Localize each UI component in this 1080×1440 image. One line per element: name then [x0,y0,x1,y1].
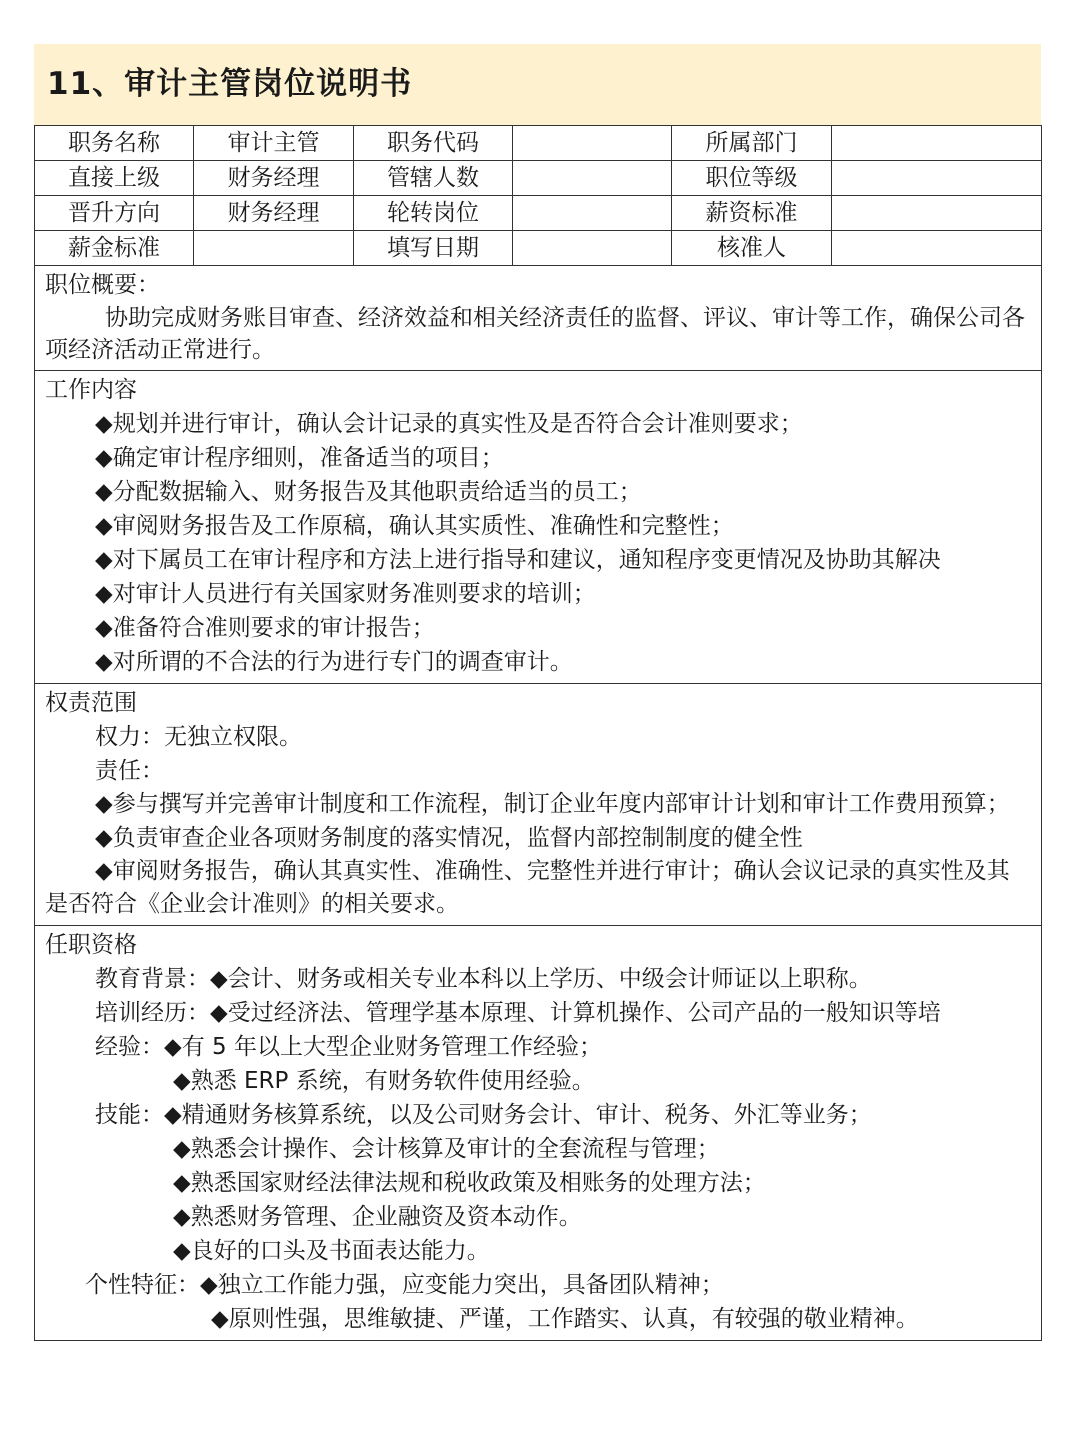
label-cell: 所属部门 [672,126,832,161]
list-item: ◆对所谓的不合法的行为进行专门的调查审计。 [95,649,573,675]
training-line [45,996,1031,1030]
list-item: ◆熟悉财务管理、企业融资及资本动作。 [173,1204,582,1230]
title-banner [34,44,1041,126]
page-title: 11、审计主管岗位说明书 [47,66,413,102]
value-cell [513,126,672,161]
list-item: ◆审阅财务报告及工作原稿，确认其实质性、准确性和完整性； [95,513,734,539]
experience-label: 经验： [95,1034,164,1060]
list-item: ◆分配数据输入、财务报告及其他职责给适当的员工； [95,479,642,505]
power-text: 权力：无独立权限。 [95,724,302,750]
label-cell: 核准人 [672,231,832,266]
value-cell [832,196,1042,231]
list-item: ◆规划并进行审计，确认会计记录的真实性及是否符合会计准则要求； [95,411,803,437]
list-item: ◆熟悉 ERP 系统，有财务软件使用经验。 [173,1068,595,1094]
personality-line [45,1268,1031,1302]
list-item: ◆精通财务核算系统，以及公司财务会计、审计、税务、外汇等业务； [164,1102,872,1128]
job-description-table [34,125,1042,1341]
education-line [45,962,1031,996]
skills-line [45,1098,1031,1132]
label-cell: 职务代码 [354,126,513,161]
list-item: ◆独立工作能力强，应变能力突出，具备团队精神； [200,1272,724,1298]
list-item: ◆对审计人员进行有关国家财务准则要求的培训； [95,581,596,607]
label-cell: 职位等级 [672,161,832,196]
overview-heading: 职位概要： [45,272,160,298]
value-cell: 财务经理 [194,161,354,196]
list-item: ◆参与撰写并完善审计制度和工作流程，制订企业年度内部审计计划和审计工作费用预算； [95,791,1010,817]
training-label: 培训经历： [95,1000,210,1026]
work-row [35,371,1042,684]
list-item: ◆熟悉国家财经法律法规和税收政策及相账务的处理方法； [173,1170,766,1196]
qualification-heading: 任职资格 [45,932,137,958]
list-item: ◆良好的口头及书面表达能力。 [173,1238,490,1264]
value-cell: 审计主管 [194,126,354,161]
list-item: ◆熟悉会计操作、会计核算及审计的全套流程与管理； [173,1136,720,1162]
authority-heading: 权责范围 [45,690,137,716]
list-item: ◆有 5 年以上大型企业财务管理工作经验； [164,1034,602,1060]
value-cell: 财务经理 [194,196,354,231]
value-cell [832,231,1042,266]
label-cell: 直接上级 [35,161,194,196]
table-row [35,126,1042,161]
personality-label: 个性特征： [85,1272,200,1298]
value-cell [832,161,1042,196]
label-cell: 晋升方向 [35,196,194,231]
list-item: ◆准备符合准则要求的审计报告； [95,615,435,641]
education-label: 教育背景： [95,966,210,992]
overview-row [35,266,1042,371]
list-item: ◆对下属员工在审计程序和方法上进行指导和建议，通知程序变更情况及协助其解决 [95,547,941,573]
value-cell [513,161,672,196]
qualification-section [35,926,1042,1341]
list-item: ◆审阅财务报告，确认其真实性、准确性、完整性并进行审计；确认会议记录的真实性及其是否符合《企业会计准则》的相关要求。 [45,858,1010,917]
table-row [35,196,1042,231]
skills-label: 技能： [95,1102,164,1128]
label-cell: 薪资标准 [672,196,832,231]
label-cell: 薪金标准 [35,231,194,266]
value-cell [194,231,354,266]
label-cell: 管辖人数 [354,161,513,196]
work-heading: 工作内容 [45,377,137,403]
duty-label: 责任： [95,758,164,784]
value-cell [513,196,672,231]
authority-section [35,684,1042,926]
list-item: ◆原则性强，思维敏捷、严谨，工作踏实、认真，有较强的敬业精神。 [211,1306,919,1332]
overview-text: 协助完成财务账目审查、经济效益和相关经济责任的监督、评议、审计等工作，确保公司各项经济活动正常进行。 [45,305,1025,363]
table-row [35,231,1042,266]
value-cell [832,126,1042,161]
list-item: ◆确定审计程序细则，准备适当的项目； [95,445,504,471]
label-cell: 职务名称 [35,126,194,161]
value-cell [513,231,672,266]
authority-row [35,684,1042,926]
education-text: ◆会计、财务或相关专业本科以上学历、中级会计师证以上职称。 [210,966,872,992]
qualification-row [35,926,1042,1341]
label-cell: 填写日期 [354,231,513,266]
training-text: ◆受过经济法、管理学基本原理、计算机操作、公司产品的一般知识等培 [210,1000,941,1026]
label-cell: 轮转岗位 [354,196,513,231]
experience-line [45,1030,1031,1064]
list-item: ◆负责审查企业各项财务制度的落实情况，监督内部控制制度的健全性 [95,825,803,851]
work-section [35,371,1042,684]
overview-section [35,266,1042,371]
table-row [35,161,1042,196]
